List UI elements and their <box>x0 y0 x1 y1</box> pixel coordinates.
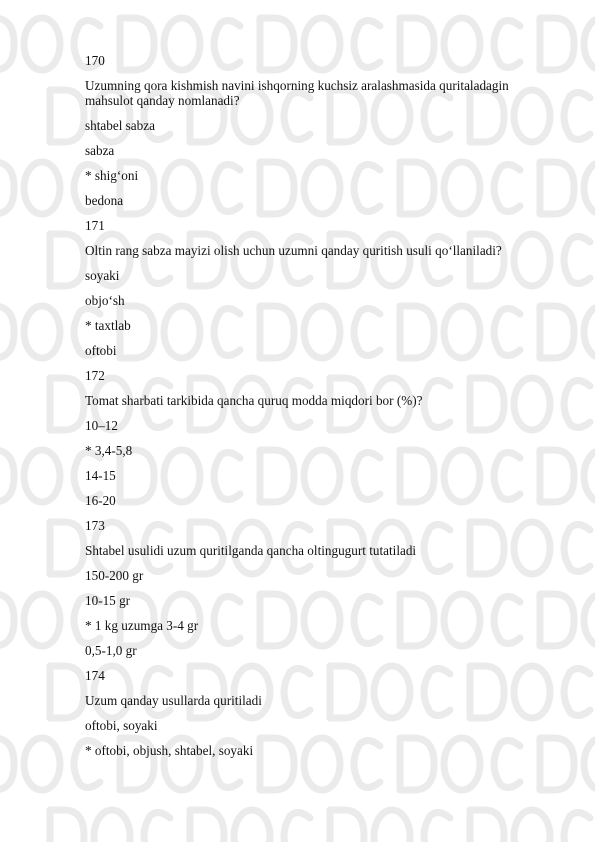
watermark-letter-o <box>584 594 595 646</box>
watermark-letter-o <box>374 810 410 842</box>
question-block-171 <box>85 218 555 358</box>
watermark-letter-c <box>424 812 450 842</box>
watermark-letter-o <box>94 810 130 842</box>
answer-option-correct: * oftobi, objush, shtabel, soyaki <box>85 743 254 758</box>
watermark-letter-d <box>0 594 14 646</box>
watermark-letter-d <box>190 810 224 842</box>
answer-option: 10-15 gr <box>85 593 131 608</box>
watermark-letter-o <box>234 810 270 842</box>
watermark-letter-o <box>514 810 550 842</box>
watermark-letter-d <box>0 306 14 358</box>
answer-option: oftobi, soyaki <box>85 718 158 733</box>
question-text: Tomat sharbati tarkibida qancha quruq modda miqdori bor (%)? <box>85 393 423 408</box>
answer-option: objo‘sh <box>85 293 125 308</box>
watermark-letter-d <box>50 666 84 718</box>
answer-option: 16-20 <box>85 493 116 508</box>
document-page <box>85 53 555 768</box>
question-text: Shtabel usulidi uzum quritilganda qancha oltingugurt tutatiladi <box>85 543 417 558</box>
watermark-letter-o <box>24 162 60 214</box>
answer-option-correct: * shig‘oni <box>85 168 139 183</box>
question-text: Uzum qanday usullarda quritiladi <box>85 693 262 708</box>
question-number: 172 <box>85 368 105 383</box>
watermark-letter-d <box>0 162 14 214</box>
answer-option: 0,5-1,0 gr <box>85 643 137 658</box>
answer-option: shtabel sabza <box>85 118 155 133</box>
question-block-173 <box>85 518 555 658</box>
question-number: 174 <box>85 668 105 683</box>
watermark-letter-o <box>584 18 595 70</box>
watermark-letter-d <box>50 90 84 142</box>
answer-option: 14-15 <box>85 468 116 483</box>
question-block-174 <box>85 668 555 758</box>
answer-option-correct: * 3,4-5,8 <box>85 443 133 458</box>
watermark-letter-c <box>564 380 590 427</box>
answer-option: sabza <box>85 143 115 158</box>
watermark-letter-d <box>0 738 14 790</box>
watermark-letter-c <box>564 92 590 139</box>
watermark-letter-o <box>24 450 60 502</box>
watermark-letter-d <box>50 234 84 286</box>
question-block-170 <box>85 53 555 208</box>
question-number: 170 <box>85 53 105 68</box>
watermark-letter-c <box>564 236 590 283</box>
watermark-letter-c <box>564 668 590 715</box>
watermark-letter-c <box>564 812 590 842</box>
watermark-letter-d <box>330 810 364 842</box>
answer-option: bedona <box>85 193 124 208</box>
answer-option-correct: * taxtlab <box>85 318 131 333</box>
watermark-letter-o <box>24 18 60 70</box>
watermark-letter-d <box>0 450 14 502</box>
watermark-letter-c <box>284 812 310 842</box>
answer-option: 10–12 <box>85 418 118 433</box>
watermark-letter-d <box>50 378 84 430</box>
question-number: 173 <box>85 518 105 533</box>
watermark-letter-d <box>470 810 504 842</box>
watermark-letter-d <box>50 810 84 842</box>
watermark-letter-o <box>24 738 60 790</box>
watermark-letter-d <box>0 18 14 70</box>
watermark-letter-c <box>144 812 170 842</box>
answer-option-correct: * 1 kg uzumga 3-4 gr <box>85 618 199 633</box>
watermark-letter-c <box>564 524 590 571</box>
watermark-letter-o <box>584 162 595 214</box>
watermark-letter-d <box>50 522 84 574</box>
answer-option: soyaki <box>85 268 120 283</box>
watermark-letter-o <box>584 450 595 502</box>
question-block-172 <box>85 368 555 508</box>
question-number: 171 <box>85 218 105 233</box>
question-text: Uzumning qora kishmish navini ishqorning kuchsiz aralashmasida quritaladagin mahsulot qanday nomlanadi? <box>85 78 509 108</box>
watermark-letter-o <box>24 594 60 646</box>
question-text: Oltin rang sabza mayizi olish uchun uzumni qanday quritish usuli qo‘llaniladi? <box>85 243 502 258</box>
answer-option: 150-200 gr <box>85 568 144 583</box>
watermark-letter-o <box>24 306 60 358</box>
watermark-letter-o <box>584 306 595 358</box>
watermark-letter-o <box>584 738 595 790</box>
answer-option: oftobi <box>85 343 117 358</box>
